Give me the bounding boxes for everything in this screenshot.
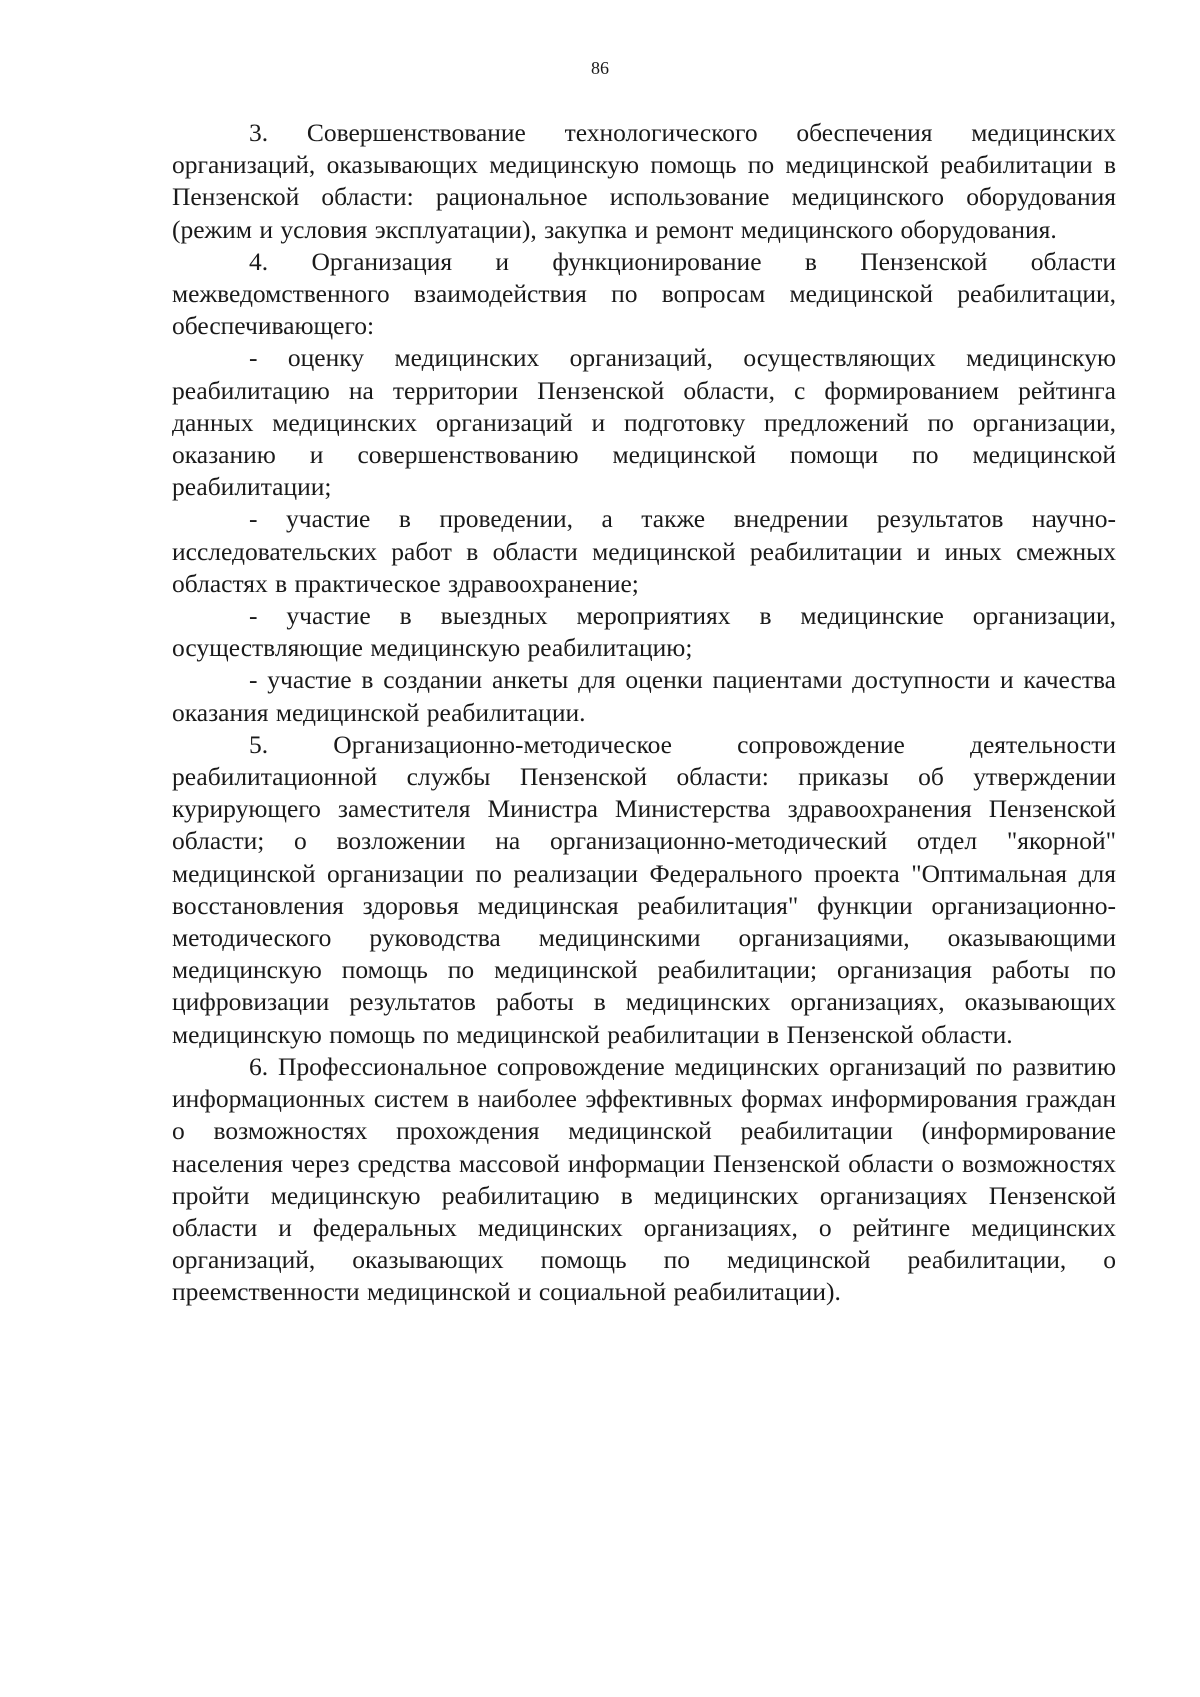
list-item: - участие в выездных мероприятиях в медицинские организации, осуществляющие медицинскую реабилитацию; [172, 601, 1116, 663]
paragraph-6: 6. Профессиональное сопровождение медицинских организаций по развитию информационных систем в наиболее эффективных формах информирования граждан о возможностях прохождения медицинской реабилитации (информирование населения через средства массовой информации Пензенской области о возможностях пройти медицинскую реабилитацию в медицинских организациях Пензенской области и федеральных медицинских организациях, о рейтинге медицинских организаций, оказывающих помощь по медицинской реабилитации, о преемственности медицинской и социальной реабилитации). [172, 1051, 1116, 1307]
list-item: - участие в создании анкеты для оценки пациентами доступности и качества оказания медицинской реабилитации. [172, 665, 1116, 727]
paragraph-5: 5. Организационно-методическое сопровождение деятельности реабилитационной службы Пензенской области: приказы об утверждении курирующего заместителя Министра Министерства здравоохранения Пензенской области; о возложении на организационно-методический отдел "якорной" медицинской организации по реализации Федерального проекта "Оптимальная для восстановления здоровья медицинская реабилитация" функции организационно-методического руководства медицинскими организациями, оказывающими медицинскую помощь по медицинской реабилитации; организация работы по цифровизации результатов работы в медицинских организациях, оказывающих медицинскую помощь по медицинской реабилитации в Пензенской области. [172, 729, 1116, 1049]
paragraph-3: 3. Совершенствование технологического обеспечения медицинских организаций, оказывающих медицинскую помощь по медицинской реабилитации в Пензенской области: рациональное использование медицинского оборудования (режим и условия эксплуатации), закупка и ремонт медицинского оборудования. [172, 118, 1116, 244]
paragraph-4: 4. Организация и функционирование в Пензенской области межведомственного взаимодействия по вопросам медицинской реабилитации, обеспечивающего: [172, 246, 1116, 341]
page-number: 86 [591, 58, 609, 78]
list-item: - оценку медицинских организаций, осуществляющих медицинскую реабилитацию на территории Пензенской области, с формированием рейтинга данных медицинских организаций и подготовку предложений по организации, оказанию и совершенствованию медицинской помощи по медицинской реабилитации; [172, 343, 1116, 502]
document-body [172, 117, 1116, 1309]
list-item: - участие в проведении, а также внедрении результатов научно-исследовательских работ в области медицинской реабилитации и иных смежных областях в практическое здравоохранение; [172, 504, 1116, 598]
